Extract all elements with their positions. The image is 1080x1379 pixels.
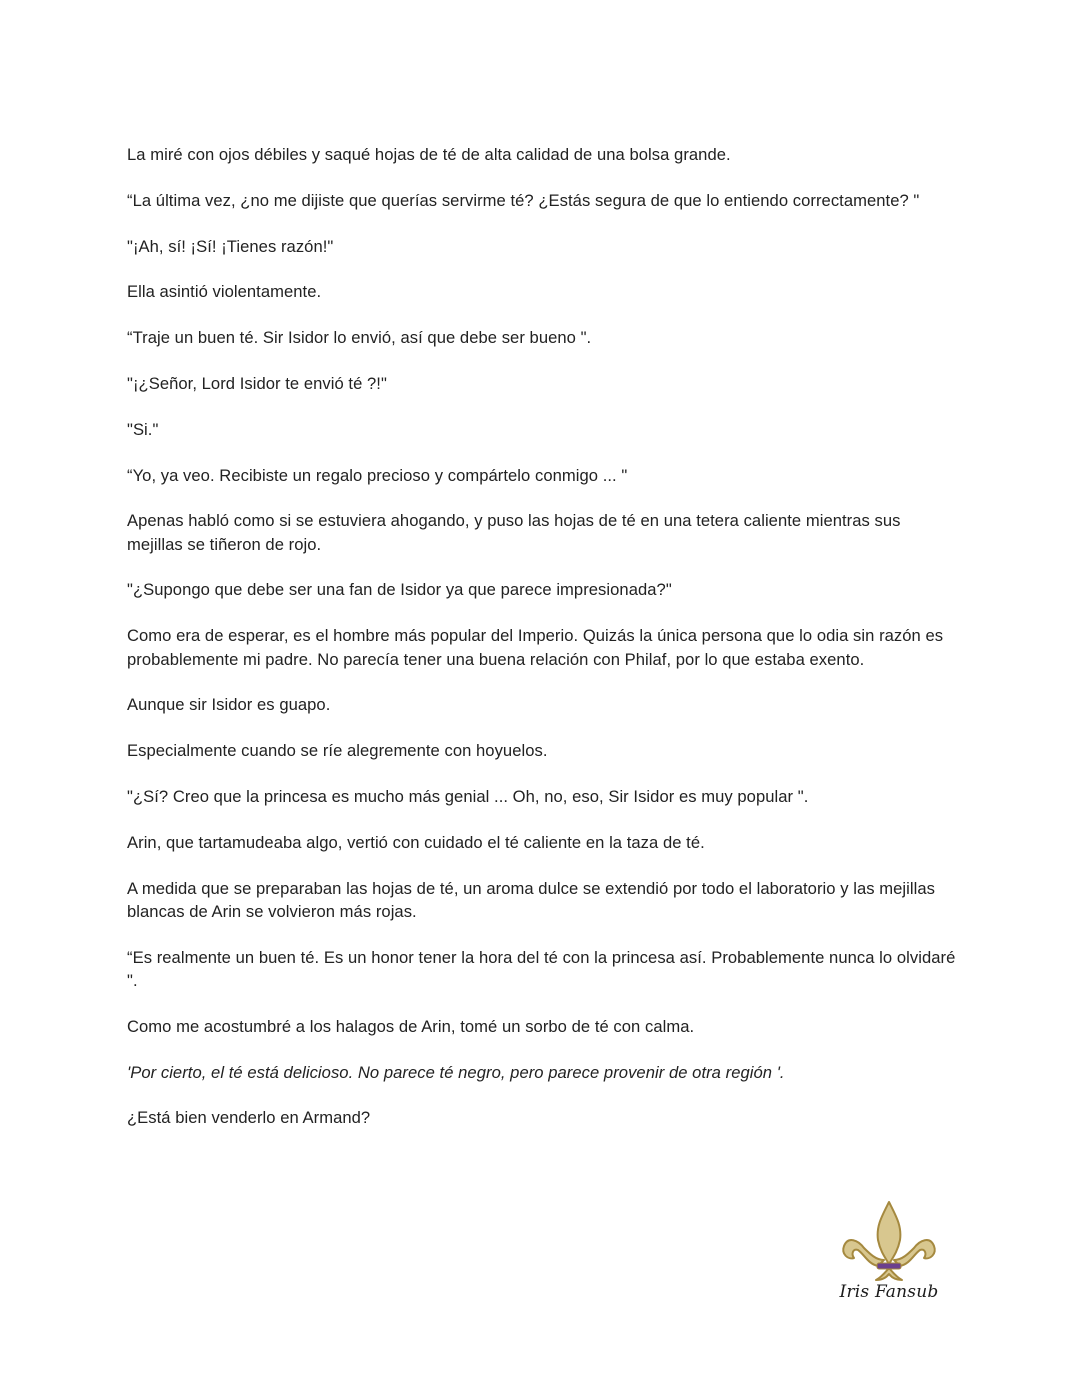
paragraph-list <box>127 143 957 1130</box>
paragraph: “Traje un buen té. Sir Isidor lo envió, así que debe ser bueno ". <box>127 328 592 348</box>
paragraph: “Yo, ya veo. Recibiste un regalo precioso y compártelo conmigo ... " <box>127 465 628 485</box>
paragraph: Arin, que tartamudeaba algo, vertió con cuidado el té caliente en la taza de té. <box>127 832 705 852</box>
fleur-de-lis-icon <box>838 1198 940 1282</box>
paragraph: “La última vez, ¿no me dijiste que querías servirme té? ¿Estás segura de que lo entiendo correctamente? " <box>127 190 920 210</box>
paragraph: "¡Ah, sí! ¡Sí! ¡Tienes razón!" <box>127 236 334 256</box>
paragraph: La miré con ojos débiles y saqué hojas de té de alta calidad de una bolsa grande. <box>127 145 731 164</box>
paragraph: ¿Está bien venderlo en Armand? <box>127 1108 371 1128</box>
paragraph: Aunque sir Isidor es guapo. <box>127 695 331 715</box>
iris-fansub-watermark <box>838 1198 940 1310</box>
paragraph: “Es realmente un buen té. Es un honor tener la hora del té con la princesa así. Probablemente nunca lo olvidaré ". <box>127 947 956 990</box>
paragraph: Como me acostumbré a los halagos de Arin, tomé un sorbo de té con calma. <box>127 1016 695 1036</box>
document-page <box>127 143 957 1152</box>
watermark-text: Iris Fansub <box>839 1282 939 1302</box>
paragraph: "¡¿Señor, Lord Isidor te envió té ?!" <box>127 373 387 393</box>
paragraph: "¿Sí? Creo que la princesa es mucho más genial ... Oh, no, eso, Sir Isidor es muy popular ". <box>127 786 809 806</box>
paragraph: "Si." <box>127 419 159 439</box>
paragraph: A medida que se preparaban las hojas de té, un aroma dulce se extendió por todo el laboratorio y las mejillas blancas de Arin se volvieron más rojas. <box>127 878 935 921</box>
paragraph: 'Por cierto, el té está delicioso. No parece té negro, pero parece provenir de otra región '. <box>127 1062 785 1082</box>
paragraph: Ella asintió violentamente. <box>127 282 322 302</box>
paragraph: Como era de esperar, es el hombre más popular del Imperio. Quizás la única persona que lo odia sin razón es probablemente mi padre. No parecía tener una buena relación con Philaf, por lo que estaba exento. <box>127 626 944 669</box>
paragraph: "¿Supongo que debe ser una fan de Isidor ya que parece impresionada?" <box>127 580 672 600</box>
paragraph: Especialmente cuando se ríe alegremente con hoyuelos. <box>127 741 548 761</box>
paragraph: Apenas habló como si se estuviera ahogando, y puso las hojas de té en una tetera caliente mientras sus mejillas se tiñeron de rojo. <box>127 511 901 554</box>
